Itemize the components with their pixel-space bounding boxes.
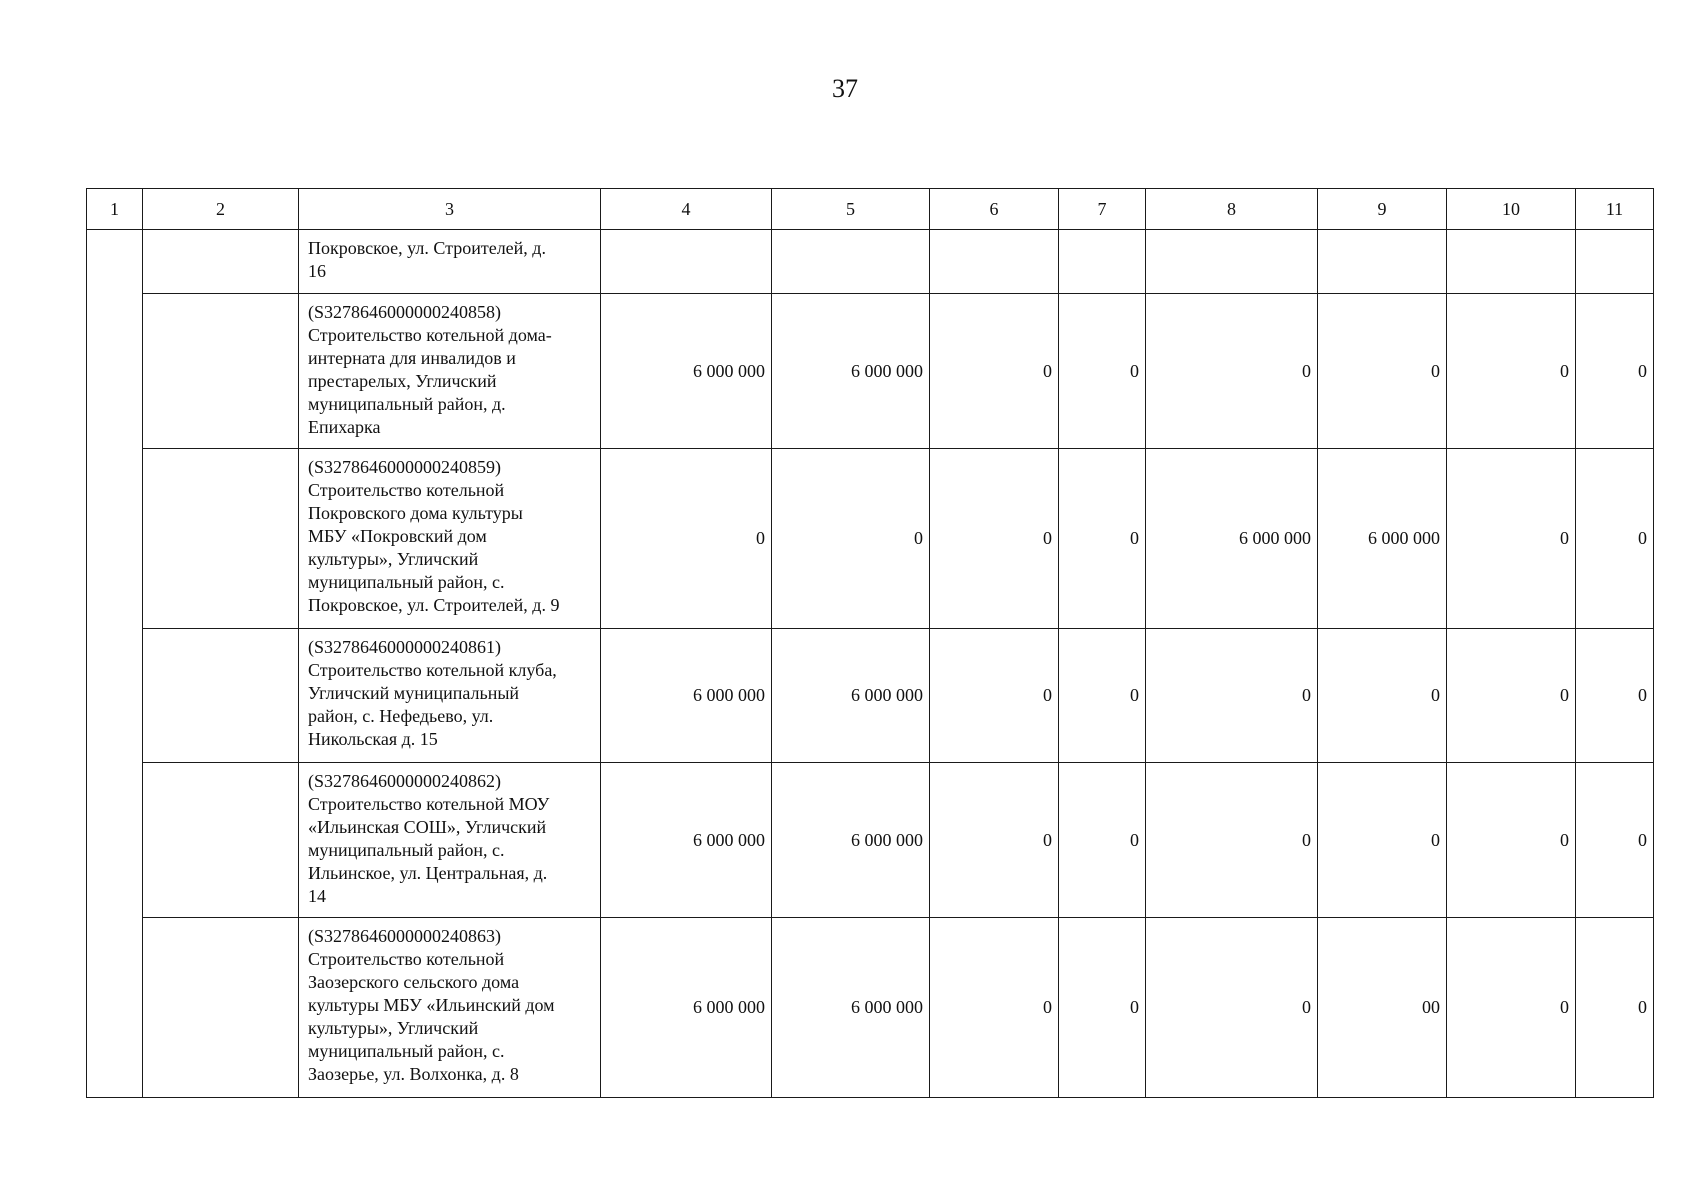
description-line: престарелых, Угличский <box>308 371 497 391</box>
description-line: культуры МБУ «Ильинский дом <box>308 995 555 1015</box>
cell-col-10: 0 <box>1447 763 1576 918</box>
table-row <box>87 918 1654 1098</box>
description-line: муниципальный район, с. <box>308 572 505 592</box>
cell-description <box>299 449 601 629</box>
description-line: Строительство котельной клуба, <box>308 660 557 680</box>
description-line: (S3278646000000240862) <box>308 771 501 791</box>
cell-col-7: 0 <box>1059 294 1146 449</box>
table-row <box>87 629 1654 763</box>
cell-col-8: 0 <box>1146 763 1318 918</box>
cell-col-9: 0 <box>1318 763 1447 918</box>
table-body <box>87 230 1654 1098</box>
cell-description <box>299 763 601 918</box>
cell-description <box>299 629 601 763</box>
description-line: муниципальный район, с. <box>308 1041 505 1061</box>
description-line: муниципальный район, д. <box>308 394 506 414</box>
column-header: 4 <box>601 189 772 230</box>
cell-col-11 <box>1576 230 1654 294</box>
cell-col-8: 0 <box>1146 629 1318 763</box>
description-line: Строительство котельной дома- <box>308 325 552 345</box>
cell-col-8: 6 000 000 <box>1146 449 1318 629</box>
cell-col-5: 6 000 000 <box>772 763 930 918</box>
cell-col-10: 0 <box>1447 918 1576 1098</box>
column-header: 10 <box>1447 189 1576 230</box>
cell-col-11: 0 <box>1576 629 1654 763</box>
description-line: Епихарка <box>308 417 381 437</box>
description-line: Покровского дома культуры <box>308 503 523 523</box>
cell-col-10: 0 <box>1447 294 1576 449</box>
cell-col-2 <box>143 629 299 763</box>
column-header: 5 <box>772 189 930 230</box>
description-line: район, с. Нефедьево, ул. <box>308 706 494 726</box>
cell-col-9: 00 <box>1318 918 1447 1098</box>
cell-col-7: 0 <box>1059 763 1146 918</box>
cell-col-7: 0 <box>1059 629 1146 763</box>
cell-col-9 <box>1318 230 1447 294</box>
description-line: Угличский муниципальный <box>308 683 520 703</box>
cell-col-6: 0 <box>930 294 1059 449</box>
description-line: Строительство котельной <box>308 480 505 500</box>
column-header: 1 <box>87 189 143 230</box>
page-number: 37 <box>832 74 858 103</box>
cell-col-9: 0 <box>1318 629 1447 763</box>
description-line: 16 <box>308 261 326 281</box>
cell-col-4: 6 000 000 <box>601 294 772 449</box>
description-line: муниципальный район, с. <box>308 840 505 860</box>
description-line: (S3278646000000240859) <box>308 457 501 477</box>
cell-col-5: 6 000 000 <box>772 294 930 449</box>
cell-col-1 <box>87 230 143 1098</box>
cell-col-2 <box>143 763 299 918</box>
cell-col-4 <box>601 230 772 294</box>
description-line: 14 <box>308 886 326 906</box>
description-line: Строительство котельной МОУ <box>308 794 550 814</box>
description-line: Ильинское, ул. Центральная, д. <box>308 863 548 883</box>
cell-col-10 <box>1447 230 1576 294</box>
cell-col-4: 6 000 000 <box>601 763 772 918</box>
description-line: культуры», Угличский <box>308 1018 479 1038</box>
table-row <box>87 294 1654 449</box>
cell-col-6: 0 <box>930 918 1059 1098</box>
cell-col-5: 0 <box>772 449 930 629</box>
cell-col-8 <box>1146 230 1318 294</box>
cell-col-4: 0 <box>601 449 772 629</box>
column-header: 3 <box>299 189 601 230</box>
description-line: МБУ «Покровский дом <box>308 526 487 546</box>
description-line: Заозерье, ул. Волхонка, д. 8 <box>308 1064 519 1084</box>
cell-col-5: 6 000 000 <box>772 918 930 1098</box>
cell-col-6 <box>930 230 1059 294</box>
cell-col-2 <box>143 230 299 294</box>
description-line: интерната для инвалидов и <box>308 348 516 368</box>
budget-table <box>86 188 1654 1098</box>
description-line: Покровское, ул. Строителей, д. <box>308 238 546 258</box>
cell-col-2 <box>143 449 299 629</box>
cell-col-9: 0 <box>1318 294 1447 449</box>
column-header: 7 <box>1059 189 1146 230</box>
cell-description <box>299 918 601 1098</box>
description-line: (S3278646000000240861) <box>308 637 501 657</box>
table-row <box>87 763 1654 918</box>
description-line: Заозерского сельского дома <box>308 972 520 992</box>
cell-col-9: 6 000 000 <box>1318 449 1447 629</box>
column-header: 8 <box>1146 189 1318 230</box>
cell-description <box>299 230 601 294</box>
table-row <box>87 449 1654 629</box>
cell-col-6: 0 <box>930 629 1059 763</box>
description-line: Никольская д. 15 <box>308 729 438 749</box>
cell-col-7: 0 <box>1059 449 1146 629</box>
column-header: 11 <box>1576 189 1654 230</box>
column-header: 2 <box>143 189 299 230</box>
cell-col-11: 0 <box>1576 763 1654 918</box>
cell-col-11: 0 <box>1576 449 1654 629</box>
cell-col-11: 0 <box>1576 294 1654 449</box>
cell-col-8: 0 <box>1146 294 1318 449</box>
description-line: культуры», Угличский <box>308 549 479 569</box>
cell-col-5 <box>772 230 930 294</box>
cell-col-7: 0 <box>1059 918 1146 1098</box>
column-header: 6 <box>930 189 1059 230</box>
column-header: 9 <box>1318 189 1447 230</box>
cell-col-10: 0 <box>1447 449 1576 629</box>
cell-col-4: 6 000 000 <box>601 918 772 1098</box>
description-line: (S3278646000000240863) <box>308 926 501 946</box>
description-line: (S3278646000000240858) <box>308 302 501 322</box>
cell-col-6: 0 <box>930 449 1059 629</box>
description-line: «Ильинская СОШ», Угличский <box>308 817 547 837</box>
cell-col-4: 6 000 000 <box>601 629 772 763</box>
description-line: Строительство котельной <box>308 949 505 969</box>
description-line: Покровское, ул. Строителей, д. 9 <box>308 595 560 615</box>
cell-description <box>299 294 601 449</box>
cell-col-7 <box>1059 230 1146 294</box>
header-row <box>87 189 1654 230</box>
cell-col-5: 6 000 000 <box>772 629 930 763</box>
cell-col-10: 0 <box>1447 629 1576 763</box>
cell-col-8: 0 <box>1146 918 1318 1098</box>
cell-col-6: 0 <box>930 763 1059 918</box>
cell-col-2 <box>143 294 299 449</box>
cell-col-2 <box>143 918 299 1098</box>
cell-col-11: 0 <box>1576 918 1654 1098</box>
table-row <box>87 230 1654 294</box>
